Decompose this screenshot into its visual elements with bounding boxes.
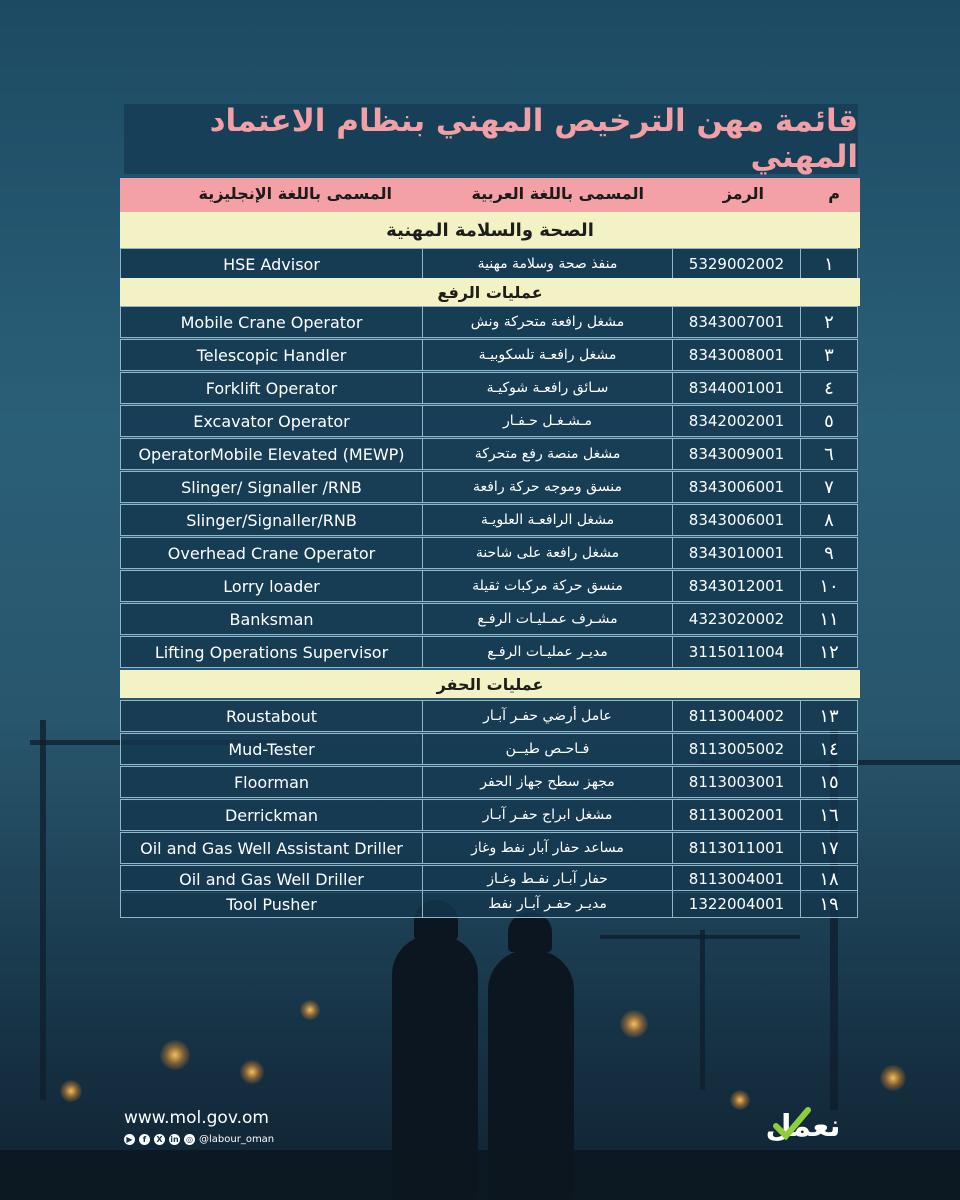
table-row <box>120 438 858 470</box>
title-bar <box>124 104 858 174</box>
english-title: Floorman <box>121 767 423 797</box>
english-title: Overhead Crane Operator <box>121 538 423 568</box>
arabic-title: مشغل رافعة على شاحنة <box>423 538 673 568</box>
table-row <box>120 405 858 437</box>
row-number: ١٨ <box>819 868 839 890</box>
arabic-title: عامل أرضي حفـر آبـار <box>423 701 673 731</box>
row-number: ١٩ <box>819 893 839 915</box>
row-number: ٩ <box>824 542 834 564</box>
table-row <box>120 603 858 635</box>
occupation-code: 8113011001 <box>673 833 801 863</box>
facebook-icon[interactable]: f <box>139 1134 150 1145</box>
table-row <box>120 471 858 503</box>
table-row <box>120 636 858 668</box>
occupation-code: 8113005002 <box>673 734 801 764</box>
light-glow <box>240 1060 264 1084</box>
english-title: Tool Pusher <box>121 891 423 917</box>
footer <box>124 1108 274 1145</box>
english-title: Oil and Gas Well Assistant Driller <box>121 833 423 863</box>
arabic-title: مشغل رافعـة تلسكوبيـة <box>423 340 673 370</box>
x-icon[interactable]: X <box>154 1134 165 1145</box>
social-handle: @labour_oman <box>199 1134 275 1145</box>
arabic-title: مديـر عمليـات الرفـع <box>423 637 673 667</box>
light-glow <box>300 1000 320 1020</box>
occupation-code: 8113004002 <box>673 701 801 731</box>
page-title: قائمة مهن الترخيص المهني بنظام الاعتماد المهني <box>209 103 858 175</box>
arabic-title: فـاحـص طيــن <box>423 734 673 764</box>
occupation-code: 8343010001 <box>673 538 801 568</box>
arabic-title: منفذ صحة وسلامة مهنية <box>423 249 673 279</box>
row-number: ١٢ <box>819 641 839 663</box>
english-title: Forklift Operator <box>121 373 423 403</box>
row-number: ١٤ <box>819 738 839 760</box>
english-title: Oil and Gas Well Driller <box>121 866 423 892</box>
header-num: م <box>828 184 840 203</box>
header-code: الرمز <box>722 184 764 203</box>
occupation-code: 8113004001 <box>673 866 801 892</box>
english-title: Slinger/ Signaller /RNB <box>121 472 423 502</box>
row-number: ٣ <box>824 344 834 366</box>
occupation-code: 8343006001 <box>673 505 801 535</box>
light-glow <box>60 1080 82 1102</box>
table-row <box>120 890 858 918</box>
occupation-code: 8343007001 <box>673 307 801 337</box>
table-row <box>120 733 858 765</box>
occupation-code: 4323020002 <box>673 604 801 634</box>
arabic-title: منسق وموجه حركة رافعة <box>423 472 673 502</box>
occupation-code: 8343012001 <box>673 571 801 601</box>
crane-jib-mid <box>600 935 800 939</box>
table-row <box>120 832 858 864</box>
row-number: ١٥ <box>819 771 839 793</box>
light-glow <box>160 1040 190 1070</box>
row-number: ٦ <box>824 443 834 465</box>
arabic-title: مشغل ابراج حفـر آبـار <box>423 800 673 830</box>
occupation-code: 1322004001 <box>673 891 801 917</box>
section-header: الصحة والسلامة المهنية <box>120 212 860 248</box>
english-title: Banksman <box>121 604 423 634</box>
table-row <box>120 799 858 831</box>
occupation-code: 3115011004 <box>673 637 801 667</box>
english-title: OperatorMobile Elevated (MEWP) <box>121 439 423 469</box>
light-glow <box>730 1090 750 1110</box>
table-row <box>120 766 858 798</box>
linkedin-icon[interactable]: in <box>170 1135 179 1144</box>
row-number: ٨ <box>824 509 834 531</box>
arabic-title: سـائق رافعـة شوكيـة <box>423 373 673 403</box>
light-glow <box>620 1010 648 1038</box>
logo <box>756 1096 850 1160</box>
english-title: Roustabout <box>121 701 423 731</box>
header-english: المسمى باللغة الإنجليزية <box>198 184 392 203</box>
occupation-code: 8343009001 <box>673 439 801 469</box>
table-row <box>120 537 858 569</box>
row-number: ٤ <box>824 377 834 399</box>
occupation-code: 8344001001 <box>673 373 801 403</box>
social-links <box>124 1134 274 1145</box>
row-number: ٥ <box>824 410 834 432</box>
row-number: ٢ <box>824 311 834 333</box>
arabic-title: مديـر حفـر آبـار نفط <box>423 891 673 917</box>
row-number: ١٧ <box>819 837 839 859</box>
website-link[interactable]: www.mol.gov.om <box>124 1108 269 1128</box>
occupation-code: 8113002001 <box>673 800 801 830</box>
arabic-title: مـشـغـل حـفـار <box>423 406 673 436</box>
occupation-code: 8113003001 <box>673 767 801 797</box>
english-title: Lifting Operations Supervisor <box>121 637 423 667</box>
table-row <box>120 570 858 602</box>
english-title: Derrickman <box>121 800 423 830</box>
table-header <box>120 178 860 212</box>
arabic-title: مشغل الرافعـة العلويـة <box>423 505 673 535</box>
arabic-title: مساعد حفار آبار نفط وغاز <box>423 833 673 863</box>
english-title: Mobile Crane Operator <box>121 307 423 337</box>
english-title: HSE Advisor <box>121 249 423 279</box>
english-title: Slinger/Signaller/RNB <box>121 505 423 535</box>
english-title: Mud-Tester <box>121 734 423 764</box>
instagram-icon[interactable]: ◎ <box>184 1134 195 1145</box>
section-header: عمليات الحفر <box>120 670 860 698</box>
occupation-code: 8342002001 <box>673 406 801 436</box>
arabic-title: مجهز سطح جهاز الحفر <box>423 767 673 797</box>
row-number: ١٣ <box>819 705 839 727</box>
youtube-icon[interactable]: ▶ <box>124 1134 135 1145</box>
english-title: Telescopic Handler <box>121 340 423 370</box>
crane-silhouette-mid <box>700 930 705 1090</box>
table-row <box>120 865 858 893</box>
occupation-code: 8343006001 <box>673 472 801 502</box>
section-header: عمليات الرفع <box>120 278 860 306</box>
table-row <box>120 372 858 404</box>
table-row <box>120 700 858 732</box>
arabic-title: مشغل منصة رفع متحركة <box>423 439 673 469</box>
table-row <box>120 339 858 371</box>
occupation-code: 8343008001 <box>673 340 801 370</box>
row-number: ١ <box>824 253 834 275</box>
arabic-title: حفار آبـار نفـط وغـاز <box>423 866 673 892</box>
row-number: ١١ <box>819 608 839 630</box>
arabic-title: مشـرف عمـليـات الرفـع <box>423 604 673 634</box>
arabic-title: منسق حركة مركبات ثقيلة <box>423 571 673 601</box>
english-title: Lorry loader <box>121 571 423 601</box>
light-glow <box>880 1065 906 1091</box>
header-arabic: المسمى باللغة العربية <box>471 184 644 203</box>
row-number: ١٠ <box>819 575 839 597</box>
crane-silhouette-left <box>40 720 46 1100</box>
occupation-code: 5329002002 <box>673 249 801 279</box>
arabic-title: مشغل رافعة متحركة ونش <box>423 307 673 337</box>
table-row <box>120 504 858 536</box>
row-number: ٧ <box>824 476 834 498</box>
english-title: Excavator Operator <box>121 406 423 436</box>
logo-text: نعمل <box>765 1109 841 1144</box>
row-number: ١٦ <box>819 804 839 826</box>
table-row <box>120 248 858 280</box>
table-row <box>120 306 858 338</box>
license-table-card <box>120 104 860 920</box>
